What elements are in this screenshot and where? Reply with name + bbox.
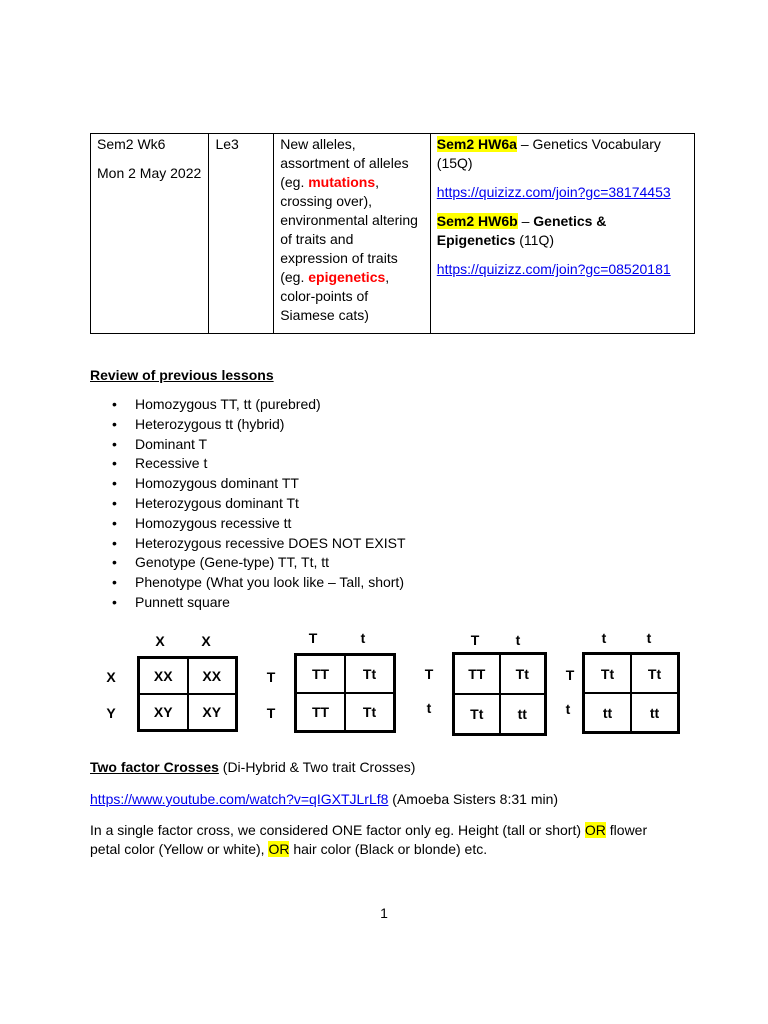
hw6b-title: Genetics & Epigenetics: [436, 213, 607, 248]
schedule-row: [91, 134, 695, 334]
hw6a-code: Sem2 HW6a: [436, 136, 517, 152]
video-note: (Amoeba Sisters 8:31 min): [388, 791, 559, 807]
list-item: • Heterozygous dominant Tt: [90, 494, 406, 514]
allele-label: T: [308, 630, 318, 646]
topic-text: New alleles, assortment of alleles (eg.: [280, 136, 409, 190]
allele-label: t: [565, 701, 571, 717]
schedule-table: [90, 133, 695, 334]
punnett-grid: [582, 652, 680, 734]
youtube-link[interactable]: https://www.youtube.com/watch?v=qIGXTJLrLf8: [90, 791, 389, 807]
punnett-cell: XX: [188, 658, 237, 694]
list-item: • Recessive t: [90, 454, 406, 474]
two-factor-heading-line: [90, 758, 415, 777]
two-factor-subtitle: (Di-Hybrid & Two trait Crosses): [218, 759, 416, 775]
punnett-cell: Tt: [345, 693, 394, 731]
punnett-grid: [137, 656, 238, 732]
para-text: flower petal color (Yellow or white),: [90, 822, 648, 857]
lesson-cell: [209, 134, 274, 334]
hw6a-title: – Genetics Vocabulary (15Q): [436, 136, 661, 171]
punnett-cell: Tt: [584, 654, 631, 693]
allele-label: t: [515, 632, 521, 648]
single-factor-paragraph: [90, 821, 670, 859]
review-list: [90, 395, 406, 613]
homework-cell: [430, 134, 694, 334]
hw6b-link[interactable]: https://quizizz.com/join?gc=08520181: [436, 261, 671, 277]
video-line: [90, 790, 558, 809]
punnett-cell: XY: [188, 694, 237, 730]
punnett-cell: Tt: [500, 654, 546, 694]
punnett-cell: TT: [296, 655, 345, 693]
punnett-cell: XX: [139, 658, 188, 694]
list-item: • Genotype (Gene-type) TT, Tt, tt: [90, 553, 406, 573]
lesson-label: Le3: [215, 136, 239, 152]
list-item: • Dominant T: [90, 435, 406, 455]
punnett-cell: XY: [139, 694, 188, 730]
allele-label: t: [646, 630, 652, 646]
allele-label: T: [470, 632, 480, 648]
list-item: • Heterozygous recessive DOES NOT EXIST: [90, 534, 406, 554]
hw6b-sep: –: [517, 213, 534, 229]
punnett-cell: Tt: [631, 654, 678, 693]
date-label: Mon 2 May 2022: [97, 165, 202, 181]
allele-label: T: [266, 705, 276, 721]
allele-label: t: [601, 630, 607, 646]
page-number: 1: [380, 905, 388, 921]
allele-label: T: [424, 666, 434, 682]
topic-text: , crossing over), environmental altering of traits and expression of traits (eg.: [280, 174, 418, 285]
list-item: • Punnett square: [90, 593, 406, 613]
two-factor-heading: Two factor Crosses: [90, 759, 219, 775]
hw6b-code: Sem2 HW6b: [436, 213, 518, 229]
list-item: • Homozygous TT, tt (purebred): [90, 395, 406, 415]
list-item: • Homozygous dominant TT: [90, 474, 406, 494]
list-item: • Homozygous recessive tt: [90, 514, 406, 534]
allele-label: Y: [106, 705, 116, 721]
punnett-grid: [452, 652, 547, 736]
list-item: • Phenotype (What you look like – Tall, short): [90, 573, 406, 593]
mutations-term: mutations: [308, 174, 376, 190]
punnett-cell: tt: [500, 694, 546, 734]
or-highlight: OR: [268, 841, 290, 857]
punnett-cell: TT: [296, 693, 345, 731]
punnett-cell: tt: [631, 693, 678, 732]
allele-label: X: [106, 669, 116, 685]
allele-label: t: [360, 630, 366, 646]
topic-text: , color-points of Siamese cats): [280, 269, 390, 323]
list-item: • Heterozygous tt (hybrid): [90, 415, 406, 435]
allele-label: X: [201, 633, 211, 649]
punnett-cell: Tt: [454, 694, 500, 734]
hw6a-link[interactable]: https://quizizz.com/join?gc=38174453: [436, 184, 671, 200]
allele-label: T: [565, 667, 575, 683]
allele-label: T: [266, 669, 276, 685]
para-text: In a single factor cross, we considered ONE factor only eg. Height (tall or short): [90, 822, 585, 838]
epigenetics-term: epigenetics: [308, 269, 386, 285]
hw6b-count: (11Q): [515, 232, 555, 248]
punnett-cell: Tt: [345, 655, 394, 693]
or-highlight: OR: [584, 822, 606, 838]
week-label: Sem2 Wk6: [97, 136, 166, 152]
punnett-cell: TT: [454, 654, 500, 694]
allele-label: t: [426, 700, 432, 716]
para-text: hair color (Black or blonde) etc.: [289, 841, 488, 857]
review-heading: Review of previous lessons: [90, 367, 274, 383]
punnett-grid: [294, 653, 396, 733]
week-cell: [91, 134, 209, 334]
allele-label: X: [155, 633, 165, 649]
topic-cell: [274, 134, 431, 334]
punnett-cell: tt: [584, 693, 631, 732]
